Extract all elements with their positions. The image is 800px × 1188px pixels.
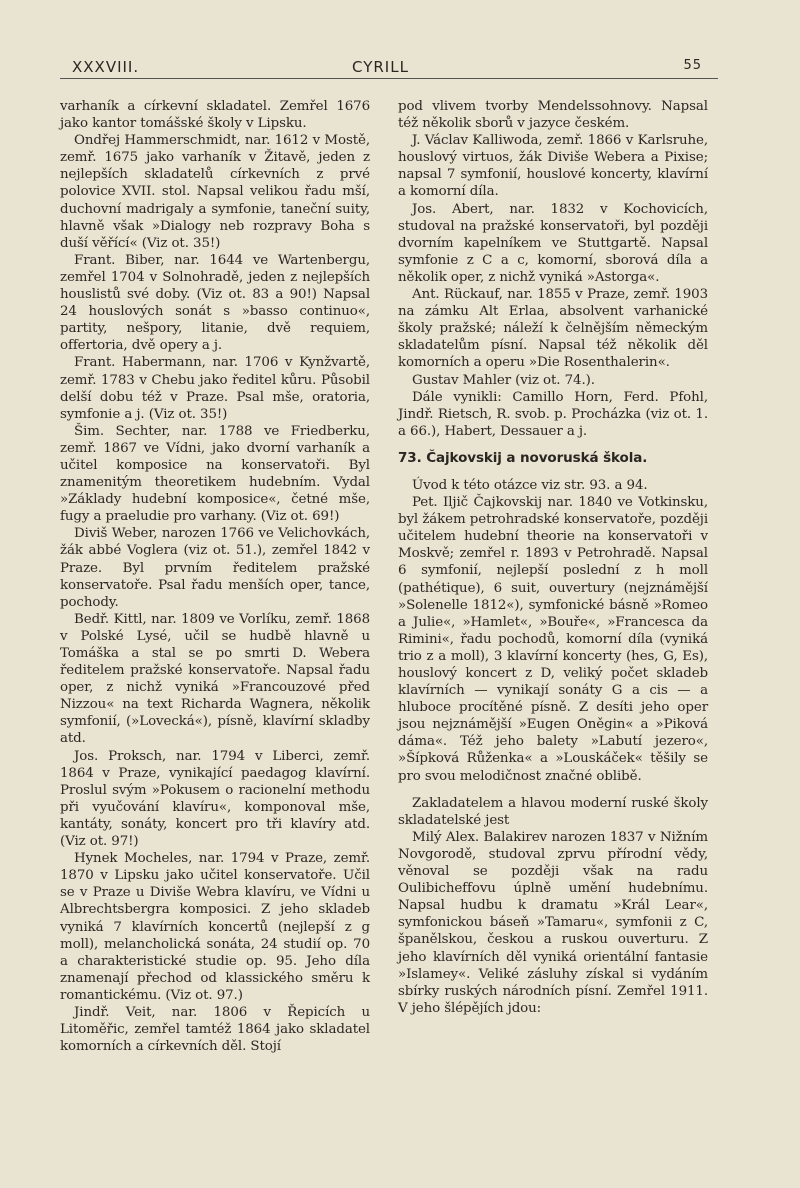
header-title: CYRILL bbox=[352, 58, 409, 76]
paragraph: Úvod k této otázce viz str. 93. a 94. bbox=[412, 477, 648, 493]
paragraph: varhaník a církevní skladatel. Zemřel 1676 jako kantor tomášské školy v Lipsku. bbox=[60, 99, 370, 132]
paragraph: Dále vynikli: Camillo Horn, Ferd. Pfohl, Jindř. Rietsch, R. svob. p. Procházka (viz ot. 1. a 66.), Habert, Dessauer a j. bbox=[398, 389, 708, 439]
paragraph: Ant. Rückauf, nar. 1855 v Praze, zemř. 1903 na zámku Alt Erlaa, absolvent varhanické školy pražské; náleží k čelnějším německým skladatelům písní. Napsal též několik děl komorních a operu »Die Rosenthalerin«. bbox=[398, 287, 708, 371]
left-column bbox=[60, 98, 370, 1055]
paragraph: J. Václav Kalliwoda, zemř. 1866 v Karlsruhe, houslový virtuos, žák Diviše Webera a Pixise; napsal 7 symfonií, houslové koncerty, klavírní a komorní díla. bbox=[398, 133, 708, 200]
paragraph: pod vlivem tvorby Mendelssohnovy. Napsal též několik sborů v jazyce českém. bbox=[398, 99, 708, 132]
paragraph: Šim. Sechter, nar. 1788 ve Friedberku, zemř. 1867 ve Vídni, jako dvorní varhaník a učitel komposice na konservatoři. Byl znamenitým theoretikem hudebním. Vydal »Základy hudební komposice«, četné mše, fugy a praeludie pro varhany. (Viz ot. 69!) bbox=[60, 423, 370, 525]
paragraph: Ondřej Hammerschmidt, nar. 1612 v Mostě, zemř. 1675 jako varhaník v Žitavě, jeden z nejlepších skladatelů církevních z prvé polovice XVII. stol. Napsal velikou řadu mší, duchovní madrigaly a symfonie, taneční suity, hlavně však »Dialogy neb rozpravy Boha s duší věřící« (Viz ot. 35!) bbox=[60, 133, 370, 251]
paragraph: Milý Alex. Balakirev narozen 1837 v Nižním Novgorodě, studoval zprvu přírodní vědy, věnoval se později však na radu Oulibicheffovu úplně umění hudebnímu. Napsal hudbu k dramatu »Král Lear«, symfonickou báseň »Tamaru«, symfonii z C, španělskou, českou a ruskou ouverturu. Z jeho klavírních děl vyniká orientální fantasie »Islamey«. Veliké zásluhy získal si vydáním sbírky ruských národních písní. Zemřel 1911. V jeho šlépějích jdou: bbox=[398, 829, 708, 1016]
paragraph: Diviš Weber, narozen 1766 ve Velichovkách, žák abbé Voglera (viz ot. 51.), zemřel 1842 v Praze. Byl prvním ředitelem pražské konservatoře. Psal řadu menších oper, tance, pochody. bbox=[60, 526, 370, 610]
section-heading: 73. Čajkovskij a novoruská škola. bbox=[398, 449, 648, 466]
paragraph: Pet. Iljič Čajkovskij nar. 1840 ve Votkinsku, byl žákem petrohradské konservatoře, později učitelem hudební theorie na konservatoři v Moskvě; zemřel r. 1893 v Petrohradě. Napsal 6 symfonií, nejlepší poslední z h moll (pathétique), 6 suit, ouvertury (nejznámější »Solenelle 1812«), symfonické básně »Romeo a Julie«, »Hamlet«, »Bouře«, »Francesca da Rimini«, řadu pochodů, komorní díla (vyniká trio z a moll), 3 klavírní koncerty (hes, G, Es), houslový koncert z D, veliký počet skladeb klavírních — vynikají sonáty G a cis — a hluboce procítěné písně. Z desíti jeho oper jsou nejznámější »Eugen Oněgin« a »Piková dáma«. Též jeho balety »Labutí jezero«, »Šípková Růženka« a »Louskáček« těšily se pro svou melodičnost značné oblibě. bbox=[398, 495, 708, 784]
paragraph: Hynek Mocheles, nar. 1794 v Praze, zemř. 1870 v Lipsku jako učitel konservatoře. Učil se v Praze u Diviše Webra klavíru, ve Vídni u Albrechtsbergra komposici. Z jeho skladeb vyniká 7 klavírních koncertů (nejlepší z g moll), melancholická sonáta, 24 studií op. 70 a charakteristické studie op. 95. Jeho díla znamenají přechod od klassického směru k romantickému. (Viz ot. 97.) bbox=[60, 851, 370, 1003]
paragraph: Gustav Mahler (viz ot. 74.). bbox=[412, 372, 595, 388]
paragraph-gap bbox=[398, 785, 708, 795]
paragraph: Jos. Abert, nar. 1832 v Kochovicích, studoval na pražské konservatoři, byl později dvorním kapelníkem ve Stuttgartě. Napsal symfonie z C a c, komorní, sborová díla a několik oper, z nichž vyniká »Astorga«. bbox=[398, 201, 708, 285]
page-number: 55 bbox=[683, 58, 702, 73]
paragraph: Frant. Habermann, nar. 1706 v Kynžvartě, zemř. 1783 v Chebu jako ředitel kůru. Působil delší dobu též v Praze. Psal mše, oratoria, symfonie a j. (Viz ot. 35!) bbox=[60, 355, 370, 422]
paragraph: Jindř. Veit, nar. 1806 v Řepicích u Litoměřic, zemřel tamtéž 1864 jako skladatel komorních a církevních děl. Stojí bbox=[60, 1004, 370, 1055]
paragraph: Bedř. Kittl, nar. 1809 ve Vorlíku, zemř. 1868 v Polské Lysé, učil se hudbě hlavně u Tomáška a stal se po smrti D. Webera ředitelem pražské konservatoře. Napsal řadu oper, z nichž vyniká »Francouzové před Nizzou« na text Richarda Wagnera, několik symfonií, (»Lovecká«), písně, klavírní skladby atd. bbox=[60, 611, 370, 747]
paragraph: Frant. Biber, nar. 1644 ve Wartenbergu, zemřel 1704 v Solnohradě, jeden z nejlepších houslistů své doby. (Viz ot. 83 a 90!) Napsal 24 houslových sonát s »basso continuo«, partity, nešpory, litanie, dvě requiem, offertoria, dvě opery a j. bbox=[60, 252, 370, 354]
paragraph: Zakladatelem a hlavou moderní ruské školy skladatelské jest bbox=[398, 795, 708, 828]
right-column bbox=[398, 98, 708, 1017]
paragraph: Jos. Proksch, nar. 1794 v Liberci, zemř. 1864 v Praze, vynikající paedagog klavírní. Proslul svým »Pokusem o racionelní methodu při vyučování klavíru«, komponoval mše, kantáty, sonáty, koncert pro tři klavíry atd. (Viz ot. 97!) bbox=[60, 748, 370, 850]
header-chapter: XXXVIII. bbox=[72, 58, 140, 76]
header-rule bbox=[60, 78, 718, 79]
